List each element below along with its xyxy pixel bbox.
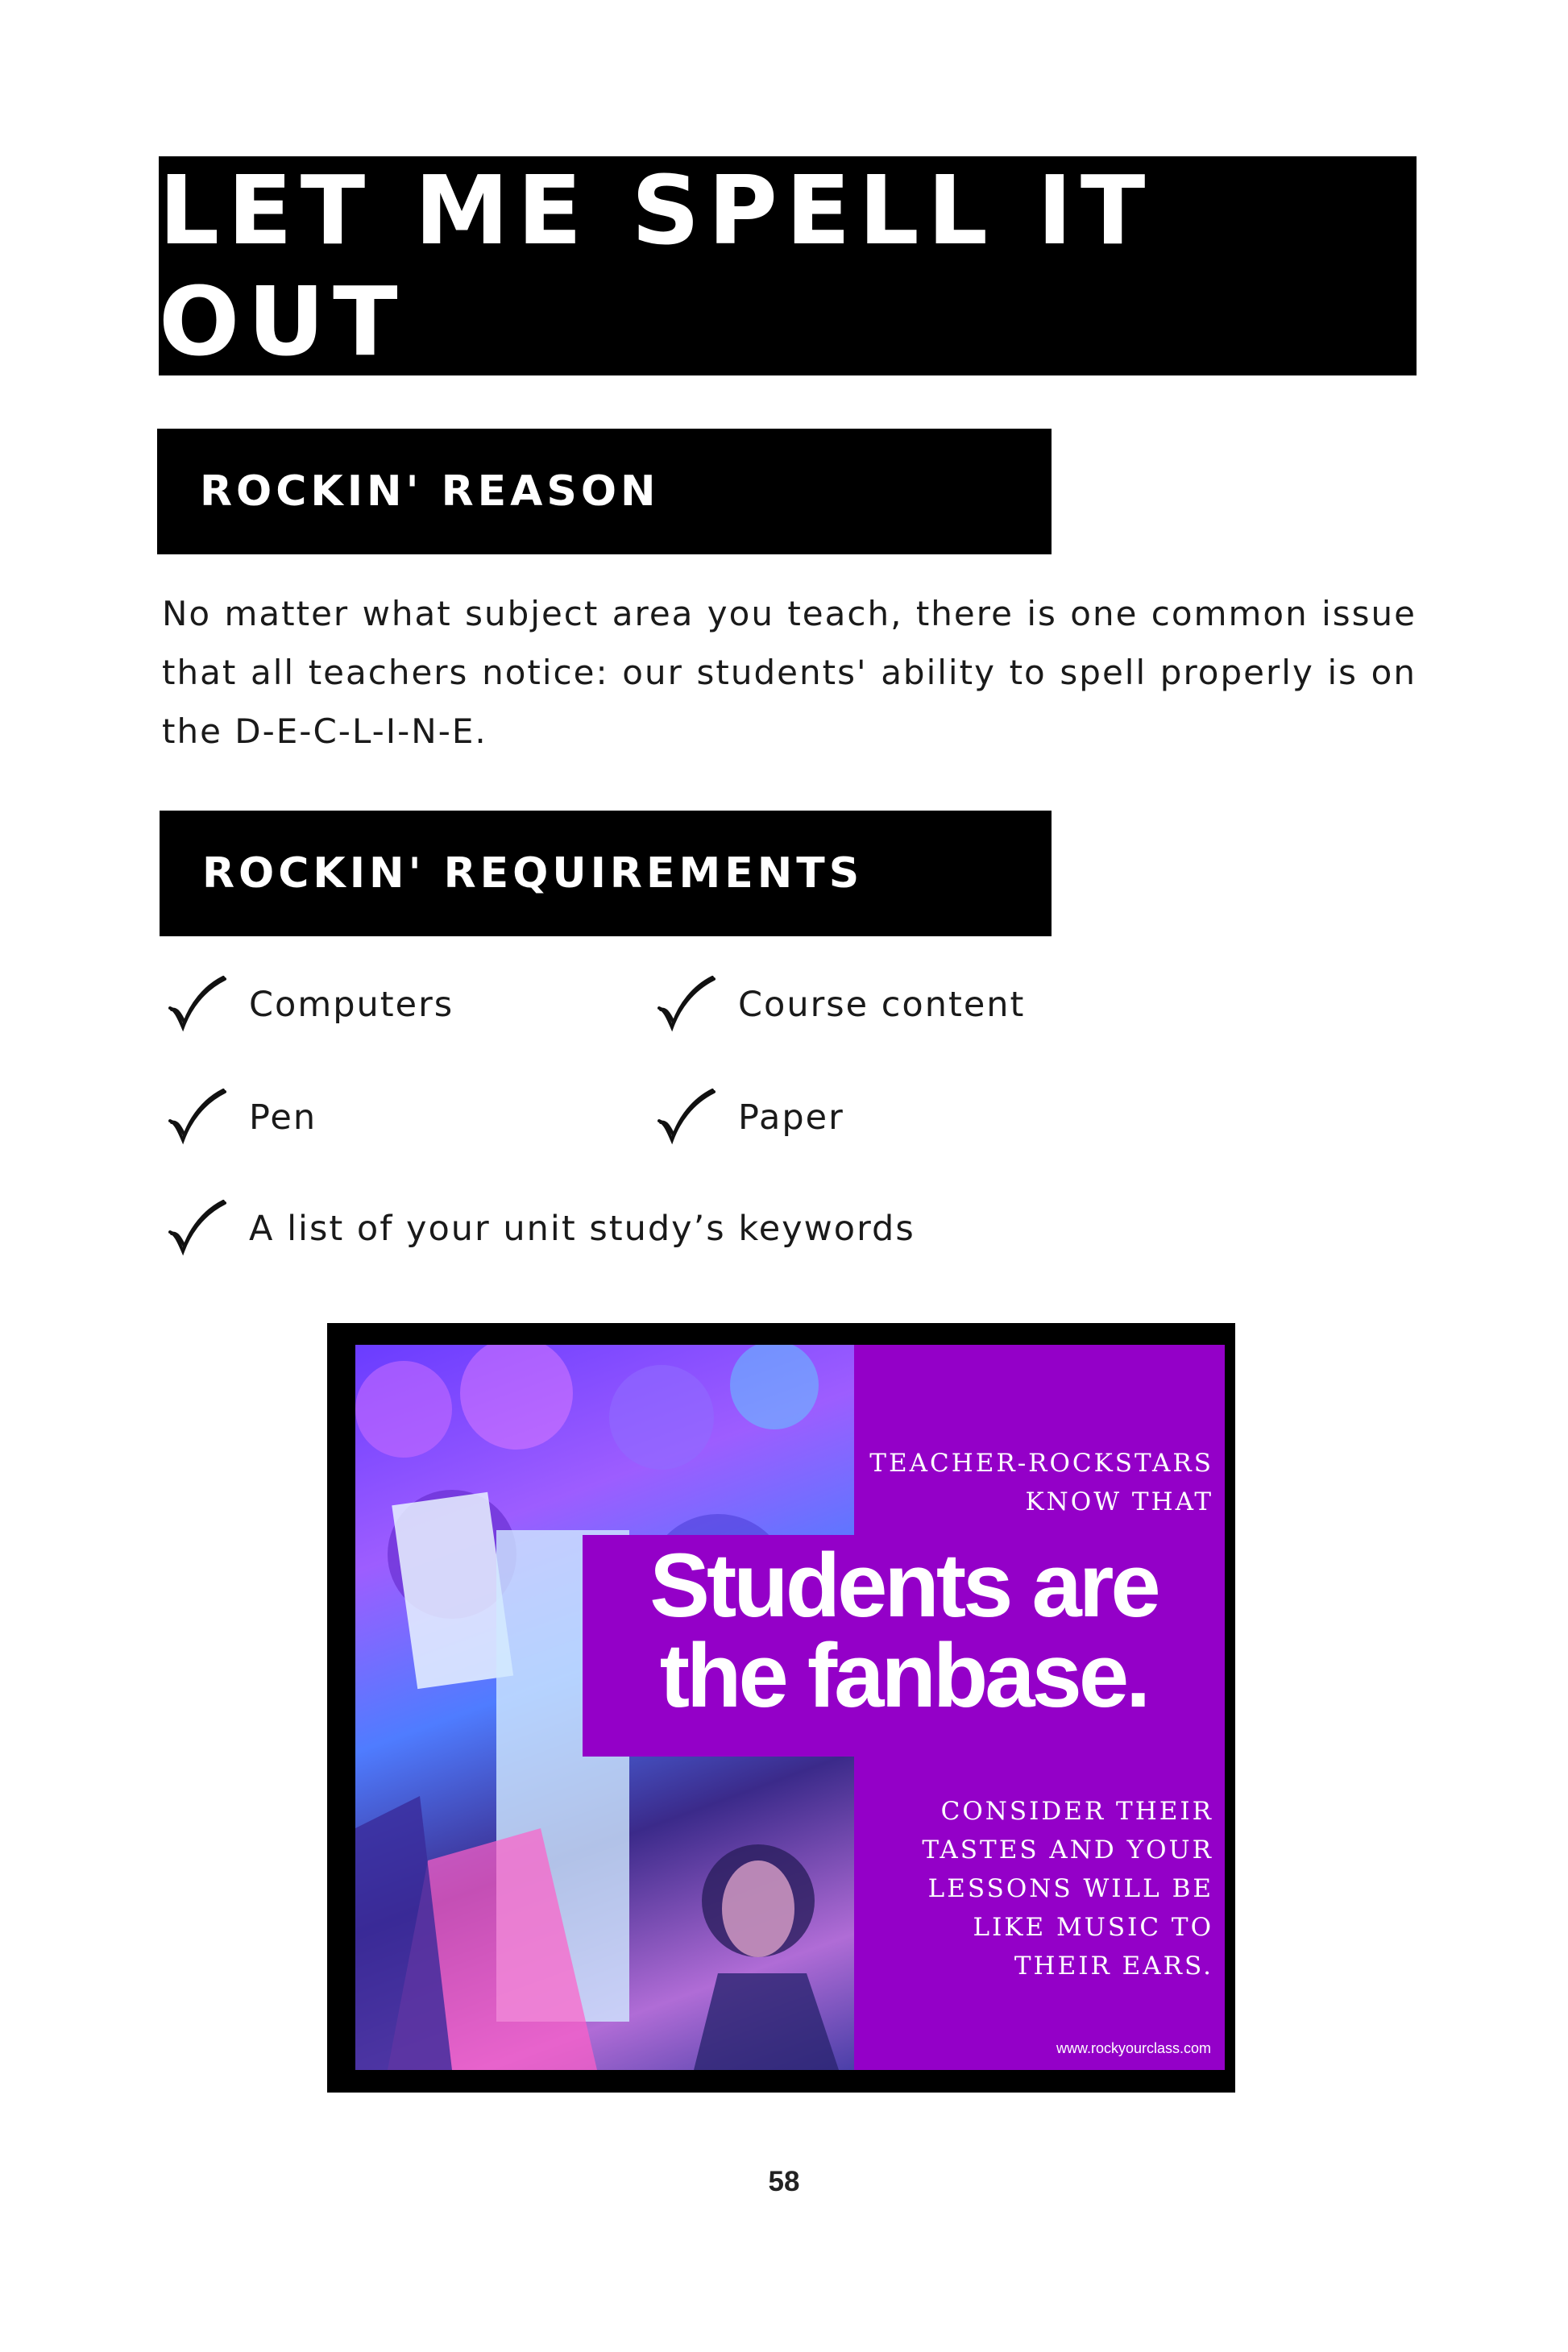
list-item — [654, 1085, 844, 1150]
checkmark-icon — [654, 973, 719, 1037]
requirement-label: Pen — [249, 1097, 317, 1138]
requirement-label: Course content — [738, 985, 1026, 1025]
headline-line: Students are — [649, 1535, 1158, 1636]
requirement-label: A list of your unit study’s keywords — [249, 1209, 915, 1249]
poster-tagline — [854, 1792, 1213, 1985]
intro-line: KNOW THAT — [1025, 1487, 1213, 1516]
tagline-line: CONSIDER THEIR — [940, 1797, 1213, 1826]
requirement-label: Paper — [738, 1097, 844, 1138]
tagline-line: THEIR EARS. — [1014, 1952, 1213, 1981]
title-banner — [159, 156, 1417, 375]
reason-heading-bar — [157, 429, 1052, 554]
list-item — [165, 1197, 915, 1261]
checkmark-icon — [165, 1197, 230, 1261]
list-item — [165, 1085, 317, 1150]
checkmark-icon — [654, 1085, 719, 1150]
tagline-line: TASTES AND YOUR — [922, 1836, 1213, 1865]
tagline-line: LIKE MUSIC TO — [973, 1913, 1213, 1942]
poster-headline — [583, 1535, 1225, 1726]
reason-paragraph: No matter what subject area you teach, there is one common issue that all teachers notice: our students' ability to spell properly is on the D-E-C-L-I-N-E. — [162, 594, 1417, 751]
list-item — [165, 973, 454, 1037]
page-number: 58 — [768, 2166, 800, 2197]
tagline-line: LESSONS WILL BE — [927, 1874, 1213, 1903]
reason-heading: ROCKIN' REASON — [200, 467, 660, 516]
intro-line: TEACHER-ROCKSTARS — [869, 1449, 1213, 1478]
checkmark-icon — [165, 973, 230, 1037]
poster-url: www.rockyourclass.com — [1056, 2040, 1211, 2056]
poster-image — [327, 1323, 1235, 2093]
requirements-heading-bar — [160, 811, 1052, 936]
headline-line: the fanbase. — [659, 1625, 1148, 1726]
list-item — [654, 973, 1025, 1037]
checkmark-icon — [165, 1085, 230, 1150]
requirements-heading: ROCKIN' REQUIREMENTS — [202, 849, 864, 898]
poster-intro — [854, 1444, 1213, 1521]
requirement-label: Computers — [249, 985, 454, 1025]
page-title: LET ME SPELL IT OUT — [159, 155, 1154, 377]
